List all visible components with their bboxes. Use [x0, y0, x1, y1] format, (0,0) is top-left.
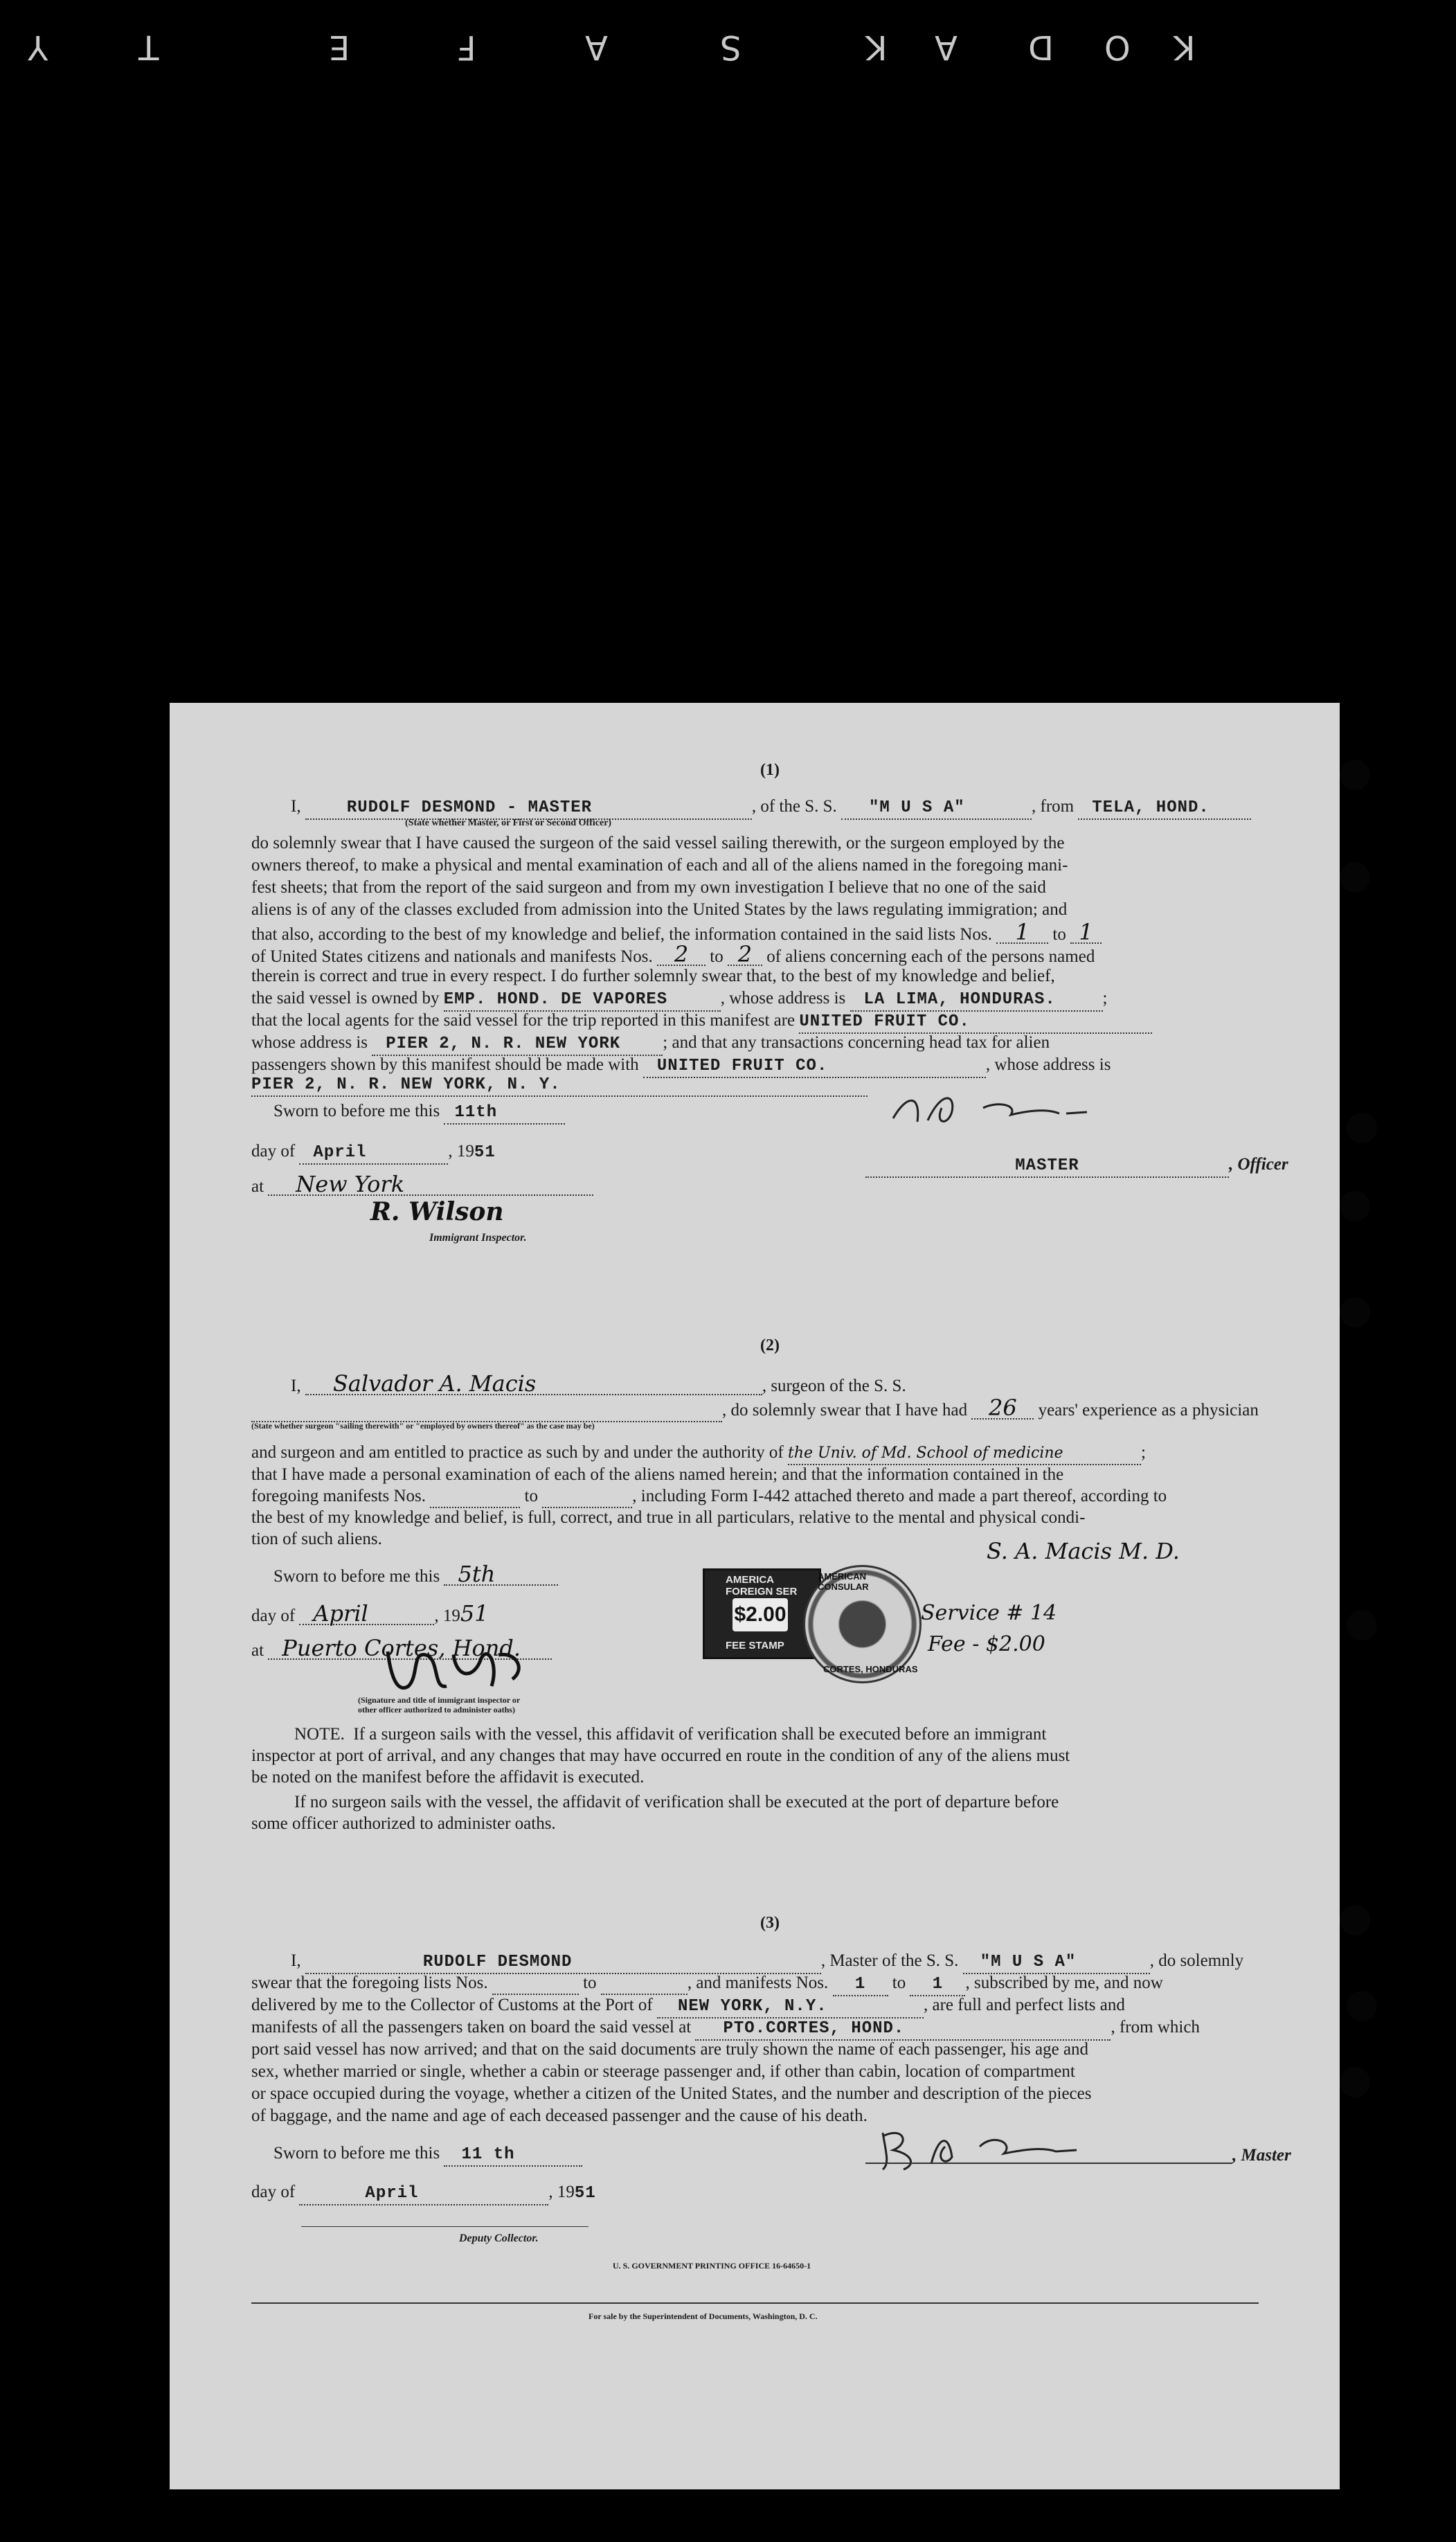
date-line [251, 1600, 489, 1627]
paragraph-line: therein is correct and true in every respect. I do further solemnly swear that, to the best of my knowledge and belief, [251, 967, 1055, 985]
stamp-bottom: FEE STAMP [726, 1640, 784, 1652]
years-experience: 26 [971, 1397, 1034, 1420]
ship-blank [251, 1400, 722, 1422]
blank [601, 1973, 687, 1995]
text: swear that the foregoing lists Nos. [251, 1973, 488, 1992]
punch-hole [1340, 2067, 1370, 2097]
stamp-top: AMERICA [726, 1574, 774, 1586]
vessel-owner: EMP. HOND. DE VAPORES [444, 990, 721, 1012]
punch-hole [1347, 1610, 1377, 1640]
paragraph-line: do solemnly swear that I have caused the surgeon of the said vessel sailing therewith, or the surgeon employed by the [251, 834, 1065, 852]
master-label: , Master [1232, 2146, 1291, 2165]
paragraph-line: port said vessel has now arrived; and that on the said documents are truly shown the name of each passenger, his age and [251, 2040, 1089, 2059]
place-line [251, 1171, 593, 1197]
lists-from: 1 [996, 922, 1048, 944]
inspector-signature: R. Wilson [370, 1197, 504, 1226]
text: , do solemnly [1149, 1951, 1244, 1970]
section-number: (2) [760, 1336, 780, 1354]
sworn-line [273, 1561, 558, 1587]
text: the said vessel is owned by [251, 989, 440, 1008]
text: that also, according to the best of my knowledge and belief, the information contained in the said lists Nos. [251, 925, 992, 944]
text: I, [291, 1377, 301, 1395]
film-edge-markings [0, 28, 1456, 76]
owner-address: LA LIMA, HONDURAS. [850, 990, 1103, 1012]
sworn-line [273, 1101, 565, 1125]
film-letter: O [1104, 28, 1131, 66]
paragraph-line: aliens is of any of the classes excluded from admission into the United States by the laws regulating immigration; and [251, 900, 1068, 919]
officer-title: MASTER [865, 1156, 1229, 1178]
service-number: Service # 14 [921, 1601, 1057, 1625]
authority: the Univ. of Md. School of medicine [788, 1443, 1141, 1465]
seal-bottom: CORTES, HONDURAS [823, 1664, 918, 1674]
footer-rule [251, 2302, 1259, 2304]
text: Sworn to before me this [273, 1102, 440, 1120]
text: , and manifests Nos. [687, 1973, 829, 1992]
text: I, [291, 797, 301, 816]
text: and surgeon and am entitled to practice as such by and under the authority of [251, 1443, 784, 1462]
manifest-from: 1 [833, 1974, 888, 1996]
local-agents: UNITED FRUIT CO. [799, 1012, 1152, 1034]
text: , of the S. S. [751, 797, 837, 816]
text: at [251, 1641, 264, 1660]
blank [492, 1973, 579, 1995]
year: 51 [460, 1600, 489, 1627]
paragraph-line: of baggage, and the name and age of each deceased passenger and the cause of his death. [251, 2106, 868, 2125]
sworn-line [273, 2143, 582, 2167]
agent-address: PIER 2, N. R. NEW YORK [372, 1034, 663, 1056]
text: of aliens concerning each of the persons named [766, 947, 1095, 966]
paragraph-line: fest sheets; that from the report of the said surgeon and from my own investigation I believe that no one of the said [251, 878, 1046, 897]
signature-graphic [879, 1080, 1108, 1136]
text: to [1052, 925, 1066, 944]
paragraph-line: sex, whether married or single, whether a cabin or steerage passenger and, if other than cabin, location of compartment [251, 2062, 1075, 2081]
film-letter: E [329, 28, 350, 66]
text: , whose address is [720, 989, 846, 1008]
master-signature [879, 1080, 1108, 1136]
date-line [251, 1141, 496, 1165]
paragraph-line [251, 1995, 1125, 2019]
text: ; and that any transactions concerning head tax for alien [663, 1033, 1050, 1052]
paragraph-line [251, 1032, 1050, 1056]
note-line: be noted on the manifest before the affidavit is executed. [251, 1768, 645, 1787]
paragraph-line [251, 1973, 1163, 1996]
section-number: (3) [760, 1914, 780, 1932]
text: at [251, 1177, 264, 1196]
note-label: NOTE. [294, 1725, 345, 1744]
departure-port: PTO.CORTES, HOND. [695, 2019, 1111, 2041]
manifest-from: 2 [657, 944, 705, 966]
section2-line-2 [251, 1397, 1259, 1422]
place: New York [268, 1174, 593, 1196]
film-letter: K [865, 28, 888, 66]
text: of United States citizens and nationals and manifests Nos. [251, 947, 653, 966]
punch-hole [1340, 1191, 1370, 1221]
text: , are full and perfect lists and [924, 1996, 1125, 2014]
note-line [294, 1724, 1046, 1745]
text: , from [1032, 797, 1075, 816]
film-letter: Y [28, 28, 48, 66]
signature-graphic [862, 2115, 1090, 2174]
punch-hole [1340, 1905, 1370, 1935]
text: , Master of the S. S. [820, 1951, 959, 1970]
paragraph-line: the said vessel is owned by EMP. HOND. DE VAPORES , whose address is LA LIMA, HONDURAS. ; [251, 988, 1107, 1012]
date-line [251, 2182, 596, 2205]
year: 51 [574, 2184, 596, 2203]
text: day of [251, 1606, 296, 1625]
master-name: RUDOLF DESMOND [305, 1952, 821, 1974]
text: manifests of all the passengers taken on board the said vessel at [251, 2018, 692, 2037]
place: Puerto Cortes, Hond. [268, 1638, 552, 1660]
paragraph-line: the best of my knowledge and belief, is full, correct, and true in all particulars, relative to the mental and physical condi- [251, 1508, 1086, 1527]
paragraph-line: owners thereof, to make a physical and mental examination of each and all of the aliens named in the foregoing mani- [251, 856, 1068, 875]
text: to [892, 1973, 906, 1992]
section-number: (1) [760, 761, 780, 779]
officer-caption: (Signature and title of immigrant inspector or [358, 1695, 521, 1705]
ship-name: "M U S A" [963, 1952, 1150, 1974]
blank [542, 1486, 632, 1508]
manifest-to: 1 [910, 1974, 965, 1996]
officer-line [865, 1154, 1288, 1178]
month: April [299, 2183, 548, 2205]
stamp-mid: FOREIGN SER [726, 1586, 798, 1597]
month: April [299, 1143, 448, 1165]
film-letter: T [138, 28, 159, 66]
text: , from which [1111, 2018, 1200, 2037]
arrival-port: NEW YORK, N.Y. [657, 1996, 924, 2019]
note-line: If no surgeon sails with the vessel, the affidavit of verification shall be executed at the port of departure before [294, 1793, 1059, 1811]
text: to [524, 1487, 538, 1505]
sworn-day: 5th [444, 1564, 558, 1586]
text: day of [251, 2183, 296, 2201]
paragraph-line: that I have made a personal examination of each of the aliens named herein; and that the information contained in the [251, 1465, 1064, 1484]
blank [430, 1486, 520, 1508]
punch-hole [1340, 760, 1370, 790]
section3-line-1 [291, 1951, 1243, 1974]
officer-caption: other officer authorized to administer oaths) [358, 1705, 515, 1715]
deputy-line [301, 2226, 588, 2227]
text: whose address is [251, 1033, 368, 1052]
surgeon-name: Salvador A. Macis [305, 1373, 762, 1395]
film-letter: F [457, 28, 476, 66]
punch-hole [1340, 862, 1370, 893]
gpo-line: U. S. GOVERNMENT PRINTING OFFICE 16-64650-1 [613, 2261, 811, 2271]
sworn-day: 11 th [444, 2145, 582, 2167]
text: , Officer [1229, 1155, 1288, 1174]
year: 51 [474, 1143, 496, 1162]
sworn-day: 11th [444, 1102, 565, 1125]
stamp-value: $2.00 [733, 1598, 788, 1631]
manifest-affidavit-page [170, 703, 1340, 2489]
caption: (State whether Master, or First or Second Officer) [405, 818, 612, 828]
paragraph-line: tion of such aliens. [251, 1530, 382, 1548]
film-letter: K [1174, 28, 1196, 66]
text: , 19 [548, 2183, 575, 2201]
text: Sworn to before me this [273, 2144, 440, 2163]
text: years' experience as a physician [1038, 1401, 1259, 1420]
text: passengers shown by this manifest should be made with [251, 1055, 639, 1074]
text: I, [291, 1951, 301, 1970]
paragraph-line [251, 1486, 1167, 1508]
signature-line [865, 2163, 1232, 2164]
text: Sworn to before me this [273, 1567, 440, 1586]
consular-seal [803, 1565, 922, 1683]
film-letter: A [585, 28, 608, 66]
paragraph-line: and surgeon and am entitled to practice as such by and under the authority of the Univ. of Md. School of medicine ; [251, 1442, 1146, 1465]
paragraph-line [251, 1010, 1152, 1034]
surgeon-signature: S. A. Macis M. D. [987, 1538, 1180, 1564]
paragraph-line: or space occupied during the voyage, whether a citizen of the United States, and the number and description of the pieces [251, 2084, 1092, 2103]
text: , surgeon of the S. S. [762, 1377, 906, 1395]
headtax-address: PIER 2, N. R. NEW YORK, N. Y. [251, 1075, 868, 1097]
text: , do solemnly swear that I have had [722, 1401, 968, 1420]
month: April [299, 1603, 434, 1625]
section2-line-1 [291, 1370, 906, 1397]
master-name: RUDOLF DESMOND - MASTER [305, 798, 752, 820]
lists-to: 1 [1070, 922, 1102, 944]
punch-hole [1340, 1297, 1370, 1327]
caption: (State whether surgeon "sailing therewith" or "employed by owners thereof" as the case may be) [251, 1421, 595, 1431]
film-letter: D [1028, 28, 1054, 66]
text: If a surgeon sails with the vessel, this affidavit of verification shall be executed before an immigrant [353, 1725, 1047, 1744]
headtax-party: UNITED FRUIT CO. [643, 1056, 986, 1078]
punch-hole [1347, 1113, 1377, 1143]
departure-port: TELA, HOND. [1078, 798, 1251, 820]
text: , whose address is [985, 1055, 1111, 1074]
ship-name: "M U S A" [841, 798, 1032, 820]
deputy-caption: Deputy Collector. [459, 2232, 539, 2244]
punch-hole [1347, 1991, 1377, 2021]
paragraph-line [251, 1073, 868, 1097]
text: , including Form I-442 attached thereto and made a part thereof, according to [632, 1487, 1167, 1505]
seal-top: AMERICAN CONSULAR [818, 1571, 869, 1592]
consul-signature [377, 1638, 537, 1703]
text: to [583, 1973, 597, 1992]
section1-line-1 [291, 796, 1251, 820]
text: delivered by me to the Collector of Customs at the Port of [251, 1996, 653, 2014]
manifest-to: 2 [728, 944, 762, 966]
text: to [710, 947, 723, 966]
note-line: inspector at port of arrival, and any changes that may have occurred en route in the condition of any of the aliens must [251, 1746, 1070, 1765]
master-signature [862, 2115, 1090, 2174]
fee: Fee - $2.00 [928, 1632, 1045, 1656]
inspector-caption: Immigrant Inspector. [429, 1232, 527, 1244]
text: , subscribed by me, and now [965, 1973, 1163, 1992]
text: foregoing manifests Nos. [251, 1487, 426, 1505]
film-letter: A [935, 28, 958, 66]
paragraph-line [251, 2017, 1200, 2041]
signature-graphic [377, 1638, 537, 1703]
sale-line: For sale by the Superintendent of Documents, Washington, D. C. [588, 2311, 818, 2321]
text: , 19 [448, 1142, 474, 1161]
text: day of [251, 1142, 296, 1161]
note-line: some officer authorized to administer oaths. [251, 1814, 556, 1833]
film-letter: S [720, 28, 742, 66]
paragraph-line [251, 941, 1095, 967]
text: , 19 [434, 1606, 460, 1625]
text: that the local agents for the said vessel for the trip reported in this manifest are [251, 1011, 796, 1030]
